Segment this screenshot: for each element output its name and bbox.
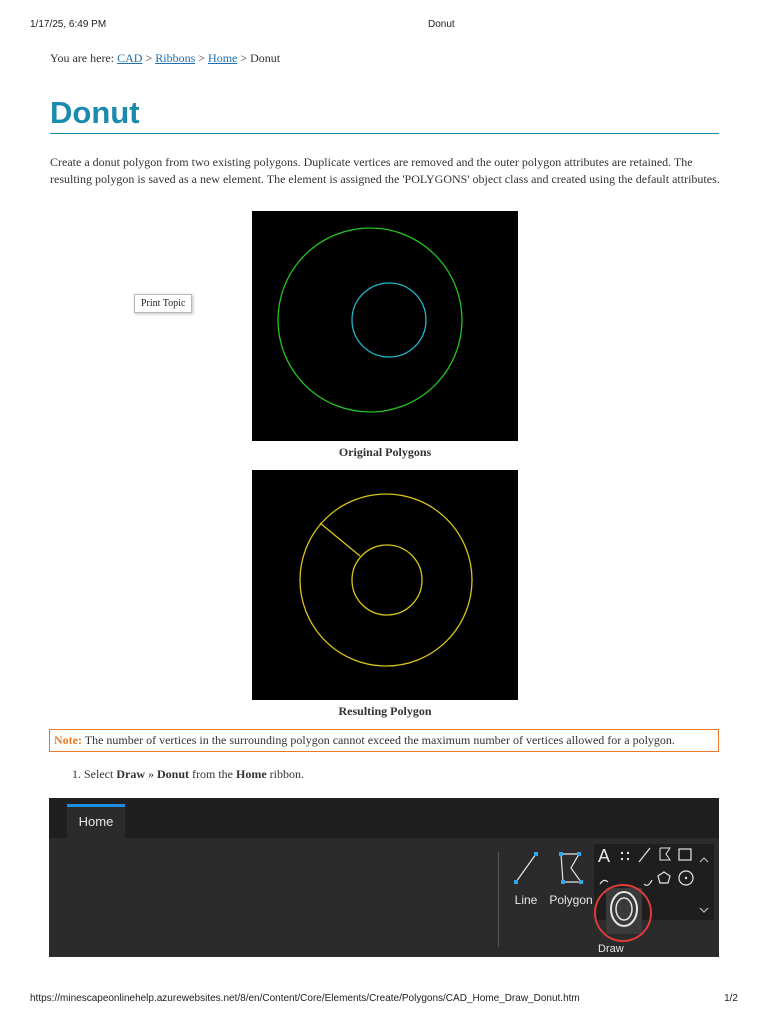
chevron-down-icon	[700, 908, 708, 912]
breadcrumb-separator: >	[142, 51, 156, 65]
note-text: The number of vertices in the surrounding polygon cannot exceed the maximum number of vertices allowed for a polygon.	[81, 733, 675, 747]
gallery-scroll[interactable]	[696, 848, 712, 918]
step-home: Home	[236, 767, 267, 781]
resulting-polygon-canvas	[252, 470, 518, 700]
print-footer-url: https://minescapeonlinehelp.azurewebsites.net/8/en/Content/Core/Elements/Create/Polygons/CAD_Home_Draw_Donut.htm	[30, 993, 580, 1004]
step-text: Select Draw » Donut from the Home ribbon.	[84, 767, 305, 781]
ribbon-tabstrip	[49, 798, 719, 838]
print-topic-button[interactable]: Print Topic	[134, 294, 192, 313]
note-label: Note:	[54, 733, 82, 747]
result-bridge-edge	[320, 523, 360, 556]
line-icon	[511, 848, 541, 888]
breadcrumb-link-ribbons[interactable]: Ribbons	[155, 51, 196, 65]
shape-icon[interactable]	[660, 848, 670, 860]
arc-icon[interactable]	[600, 880, 608, 884]
chevron-up-icon	[700, 858, 708, 862]
breadcrumb-link-cad[interactable]: CAD	[117, 51, 143, 65]
resulting-polygon-figure	[252, 470, 518, 700]
breadcrumb-prefix: You are here:	[50, 51, 118, 65]
original-polygons-figure	[252, 211, 518, 441]
rectangle-icon[interactable]	[679, 849, 691, 860]
result-outer-ring	[300, 494, 472, 666]
intro-paragraph: Create a donut polygon from two existing polygons. Duplicate vertices are removed and the outer polygon attributes are retained. The resulting polygon is saved as a new element. The element is assigned the 'POLYGONS' object class and created using the default attributes.	[50, 155, 720, 186]
step-donut: Donut	[157, 767, 190, 781]
breadcrumb-current: Donut	[250, 51, 281, 65]
tab-home[interactable]: Home	[67, 804, 125, 838]
line-tool-label: Line	[514, 893, 538, 907]
polygon-tool-label: Polygon	[549, 893, 593, 907]
line-tool-button[interactable]	[511, 848, 541, 907]
print-footer-page: 1/2	[724, 993, 738, 1004]
pentagon-icon[interactable]	[658, 872, 670, 883]
gallery-scroll-icons	[696, 848, 712, 918]
draw-group-label: Draw	[598, 943, 624, 955]
resulting-polygon-caption: Resulting Polygon	[338, 704, 432, 718]
text-tool-icon[interactable]: A	[598, 846, 611, 866]
result-inner-ring	[352, 545, 422, 615]
donut-highlight-circle	[594, 884, 652, 942]
polygon-icon	[547, 848, 595, 888]
step-draw: Draw	[116, 767, 145, 781]
note-box	[49, 729, 719, 752]
original-polygons-caption: Original Polygons	[338, 445, 432, 459]
step-number: 1.	[72, 767, 81, 781]
breadcrumb-separator: >	[237, 51, 251, 65]
inner-polygon	[352, 283, 426, 357]
ribbon-screenshot	[49, 798, 719, 957]
print-doc-title: Donut	[428, 19, 455, 30]
ribbon-divider	[498, 852, 499, 947]
outer-polygon	[278, 228, 462, 412]
page-title: Donut	[50, 94, 719, 134]
print-datetime: 1/17/25, 6:49 PM	[30, 19, 107, 30]
print-footer	[30, 993, 740, 1004]
polygon-tool-button[interactable]	[547, 848, 595, 907]
curve-icon[interactable]	[644, 880, 652, 885]
breadcrumb-separator: >	[195, 51, 209, 65]
original-polygons-canvas	[252, 211, 518, 441]
breadcrumb	[50, 51, 280, 66]
polyline-icon[interactable]	[639, 848, 650, 862]
points-icon[interactable]	[621, 852, 629, 860]
breadcrumb-link-home[interactable]: Home	[208, 51, 238, 65]
step-1	[72, 767, 304, 782]
